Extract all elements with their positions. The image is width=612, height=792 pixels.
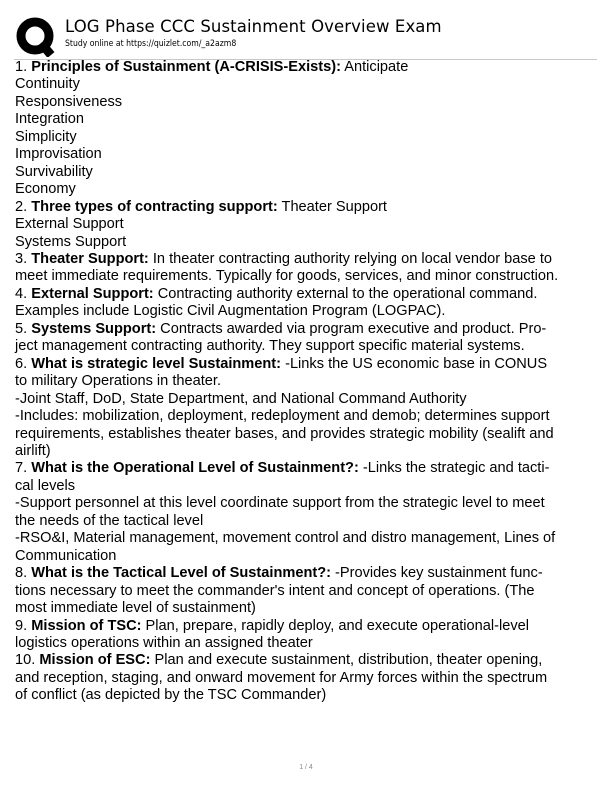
flashcard-item-7	[15, 460, 597, 565]
item-definition: Survivability	[15, 163, 93, 180]
item-number: 10.	[15, 652, 36, 669]
item-term: Three types of contracting support:	[31, 198, 278, 215]
item-number: 8.	[15, 565, 28, 582]
flashcard-list	[15, 59, 597, 705]
quizlet-logo-icon	[16, 17, 56, 57]
flashcard-item-6	[15, 356, 597, 461]
item-number: 3.	[15, 250, 28, 267]
item-definition: of conflict (as depicted by the TSC Commander)	[15, 687, 327, 704]
item-definition: ject management contracting authority. They support specific material systems.	[15, 338, 525, 355]
item-definition: -Includes: mobilization, deployment, redeployment and demob; determines support	[15, 408, 550, 425]
item-definition: most immediate level of sustainment)	[15, 600, 256, 617]
flashcard-item-1	[15, 59, 597, 199]
item-definition: airlift)	[15, 442, 51, 459]
item-number: 2.	[15, 198, 28, 215]
item-definition: Continuity	[15, 76, 80, 93]
item-definition: Contracting authority external to the operational command.	[153, 285, 538, 302]
item-definition: Plan, prepare, rapidly deploy, and execute operational-level	[141, 617, 530, 634]
flashcard-item-5	[15, 321, 597, 356]
page-header	[16, 17, 596, 57]
item-definition: -Joint Staff, DoD, State Department, and National Command Authority	[15, 390, 467, 407]
item-number: 4.	[15, 285, 28, 302]
flashcard-item-4	[15, 286, 597, 321]
flashcard-item-10	[15, 652, 597, 704]
item-number: 1.	[15, 59, 28, 75]
item-definition: Contracts awarded via program executive and product. Pro-	[156, 320, 547, 337]
item-definition: -Links the strategic and tacti-	[358, 460, 550, 477]
item-definition: tions necessary to meet the commander's intent and concept of operations. (The	[15, 582, 535, 599]
item-definition: logistics operations within an assigned theater	[15, 634, 313, 651]
page-number: 1 / 4	[299, 764, 313, 771]
item-definition: -RSO&I, Material management, movement control and distro management, Lines of	[15, 530, 556, 547]
item-definition: and reception, staging, and onward movement for Army forces within the spectrum	[15, 669, 548, 686]
item-definition: Economy	[15, 181, 76, 198]
item-number: 6.	[15, 355, 28, 372]
item-definition: -Links the US economic base in CONUS	[281, 355, 548, 372]
item-number: 5.	[15, 320, 28, 337]
item-definition: Anticipate	[341, 59, 409, 75]
item-definition: In theater contracting authority relying on local vendor base to	[148, 250, 552, 267]
item-term: Mission of TSC:	[31, 617, 142, 634]
item-definition: Examples include Logistic Civil Augmentation Program (LOGPAC).	[15, 303, 446, 320]
item-definition: -Provides key sustainment func-	[331, 565, 543, 582]
item-definition: Simplicity	[15, 128, 77, 145]
item-definition: Integration	[15, 111, 84, 128]
flashcard-item-2	[15, 199, 597, 251]
item-definition: to military Operations in theater.	[15, 373, 222, 390]
item-term: Principles of Sustainment (A-CRISIS-Exists):	[31, 59, 341, 75]
flashcard-item-8	[15, 565, 597, 617]
item-definition: Plan and execute sustainment, distribution, theater opening,	[150, 652, 543, 669]
item-definition: Improvisation	[15, 146, 102, 163]
item-definition: meet immediate requirements. Typically for goods, services, and minor construction.	[15, 268, 559, 285]
item-definition: Communication	[15, 547, 117, 564]
item-term: What is strategic level Sustainment:	[31, 355, 282, 372]
item-definition: requirements, establishes theater bases, and provides strategic mobility (sealift and	[15, 425, 554, 442]
item-number: 9.	[15, 617, 28, 634]
item-term: Systems Support:	[31, 320, 157, 337]
item-number: 7.	[15, 460, 28, 477]
flashcard-item-9	[15, 618, 597, 653]
item-definition: External Support	[15, 216, 124, 233]
item-definition: Theater Support	[277, 198, 387, 215]
item-term: Mission of ESC:	[39, 652, 151, 669]
item-definition: -Support personnel at this level coordinate support from the strategic level to meet	[15, 495, 545, 512]
flashcard-item-3	[15, 251, 597, 286]
study-online-link[interactable]: Study online at https://quizlet.com/_a2azm8	[65, 39, 237, 49]
item-term: What is the Operational Level of Sustainment?:	[31, 460, 359, 477]
document-title: LOG Phase CCC Sustainment Overview Exam	[65, 17, 442, 36]
item-term: External Support:	[31, 285, 154, 302]
item-definition: Systems Support	[15, 233, 127, 250]
item-definition: Responsiveness	[15, 93, 123, 110]
item-term: Theater Support:	[31, 250, 149, 267]
item-definition: cal levels	[15, 477, 76, 494]
item-term: What is the Tactical Level of Sustainment?:	[31, 565, 331, 582]
item-definition: the needs of the tactical level	[15, 512, 204, 529]
